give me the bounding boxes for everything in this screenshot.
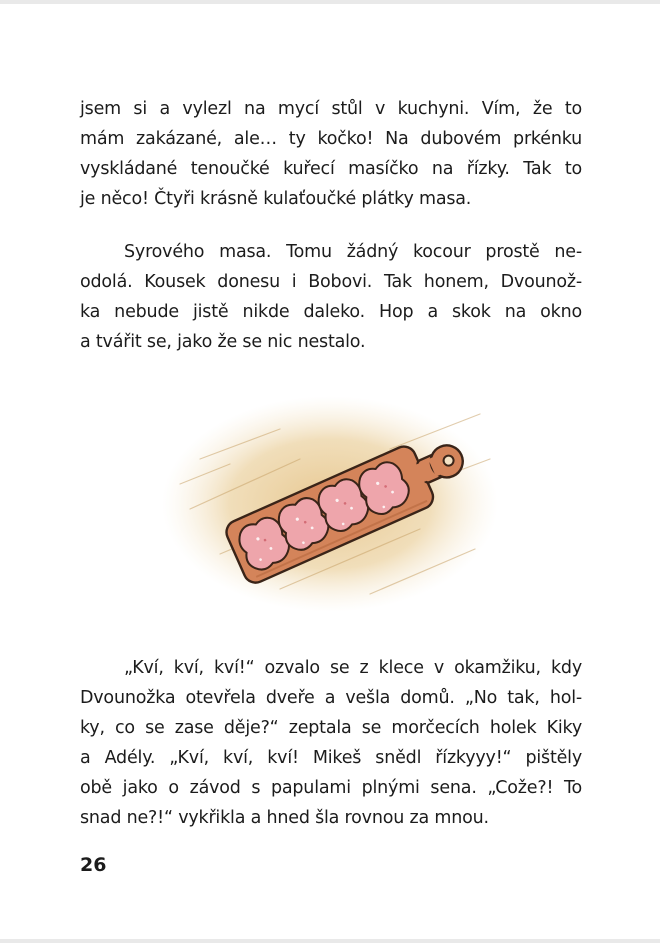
- text-line: odolá. Kousek donesu i Bobovi. Tak honem, Dvounož-: [80, 272, 582, 292]
- text-line: a tvářit se, jako že se nic nestalo.: [80, 332, 366, 352]
- text-line: „Kví, kví, kví!“ ozvalo se z klece v okamžiku, kdy: [124, 658, 582, 678]
- text-line: ky, co se zase děje?“ zeptala se morčecích holek Kiky: [80, 718, 582, 738]
- text-line: Dvounožka otevřela dveře a vešla domů. „No tak, hol-: [80, 688, 582, 708]
- text-line: vyskládané tenoučké kuřecí masíčko na řízky. Tak to: [80, 159, 582, 179]
- cutting-board-illustration: [160, 389, 500, 619]
- book-page: [0, 4, 660, 939]
- text-line: a Adély. „Kví, kví, kví! Mikeš snědl řízkyyy!“ pištěly: [80, 748, 582, 768]
- paragraph-2: [80, 237, 582, 357]
- paragraph-1: [80, 94, 582, 214]
- text-line: mám zakázané, ale… ty kočko! Na dubovém prkénku: [80, 129, 582, 149]
- page-number: 26: [80, 854, 107, 876]
- text-line: Syrového masa. Tomu žádný kocour prostě ne-: [124, 242, 582, 262]
- text-line: obě jako o závod s papulami plnými sena. „Cože?! To: [80, 778, 582, 798]
- text-line: jsem si a vylezl na mycí stůl v kuchyni. Vím, že to: [80, 99, 582, 119]
- text-line: je něco! Čtyři krásně kulaťoučké plátky masa.: [80, 189, 472, 209]
- text-line: ka nebude jistě nikde daleko. Hop a skok na okno: [80, 302, 582, 322]
- text-line: snad ne?!“ vykřikla a hned šla rovnou za mnou.: [80, 808, 489, 828]
- paragraph-3: [80, 653, 582, 833]
